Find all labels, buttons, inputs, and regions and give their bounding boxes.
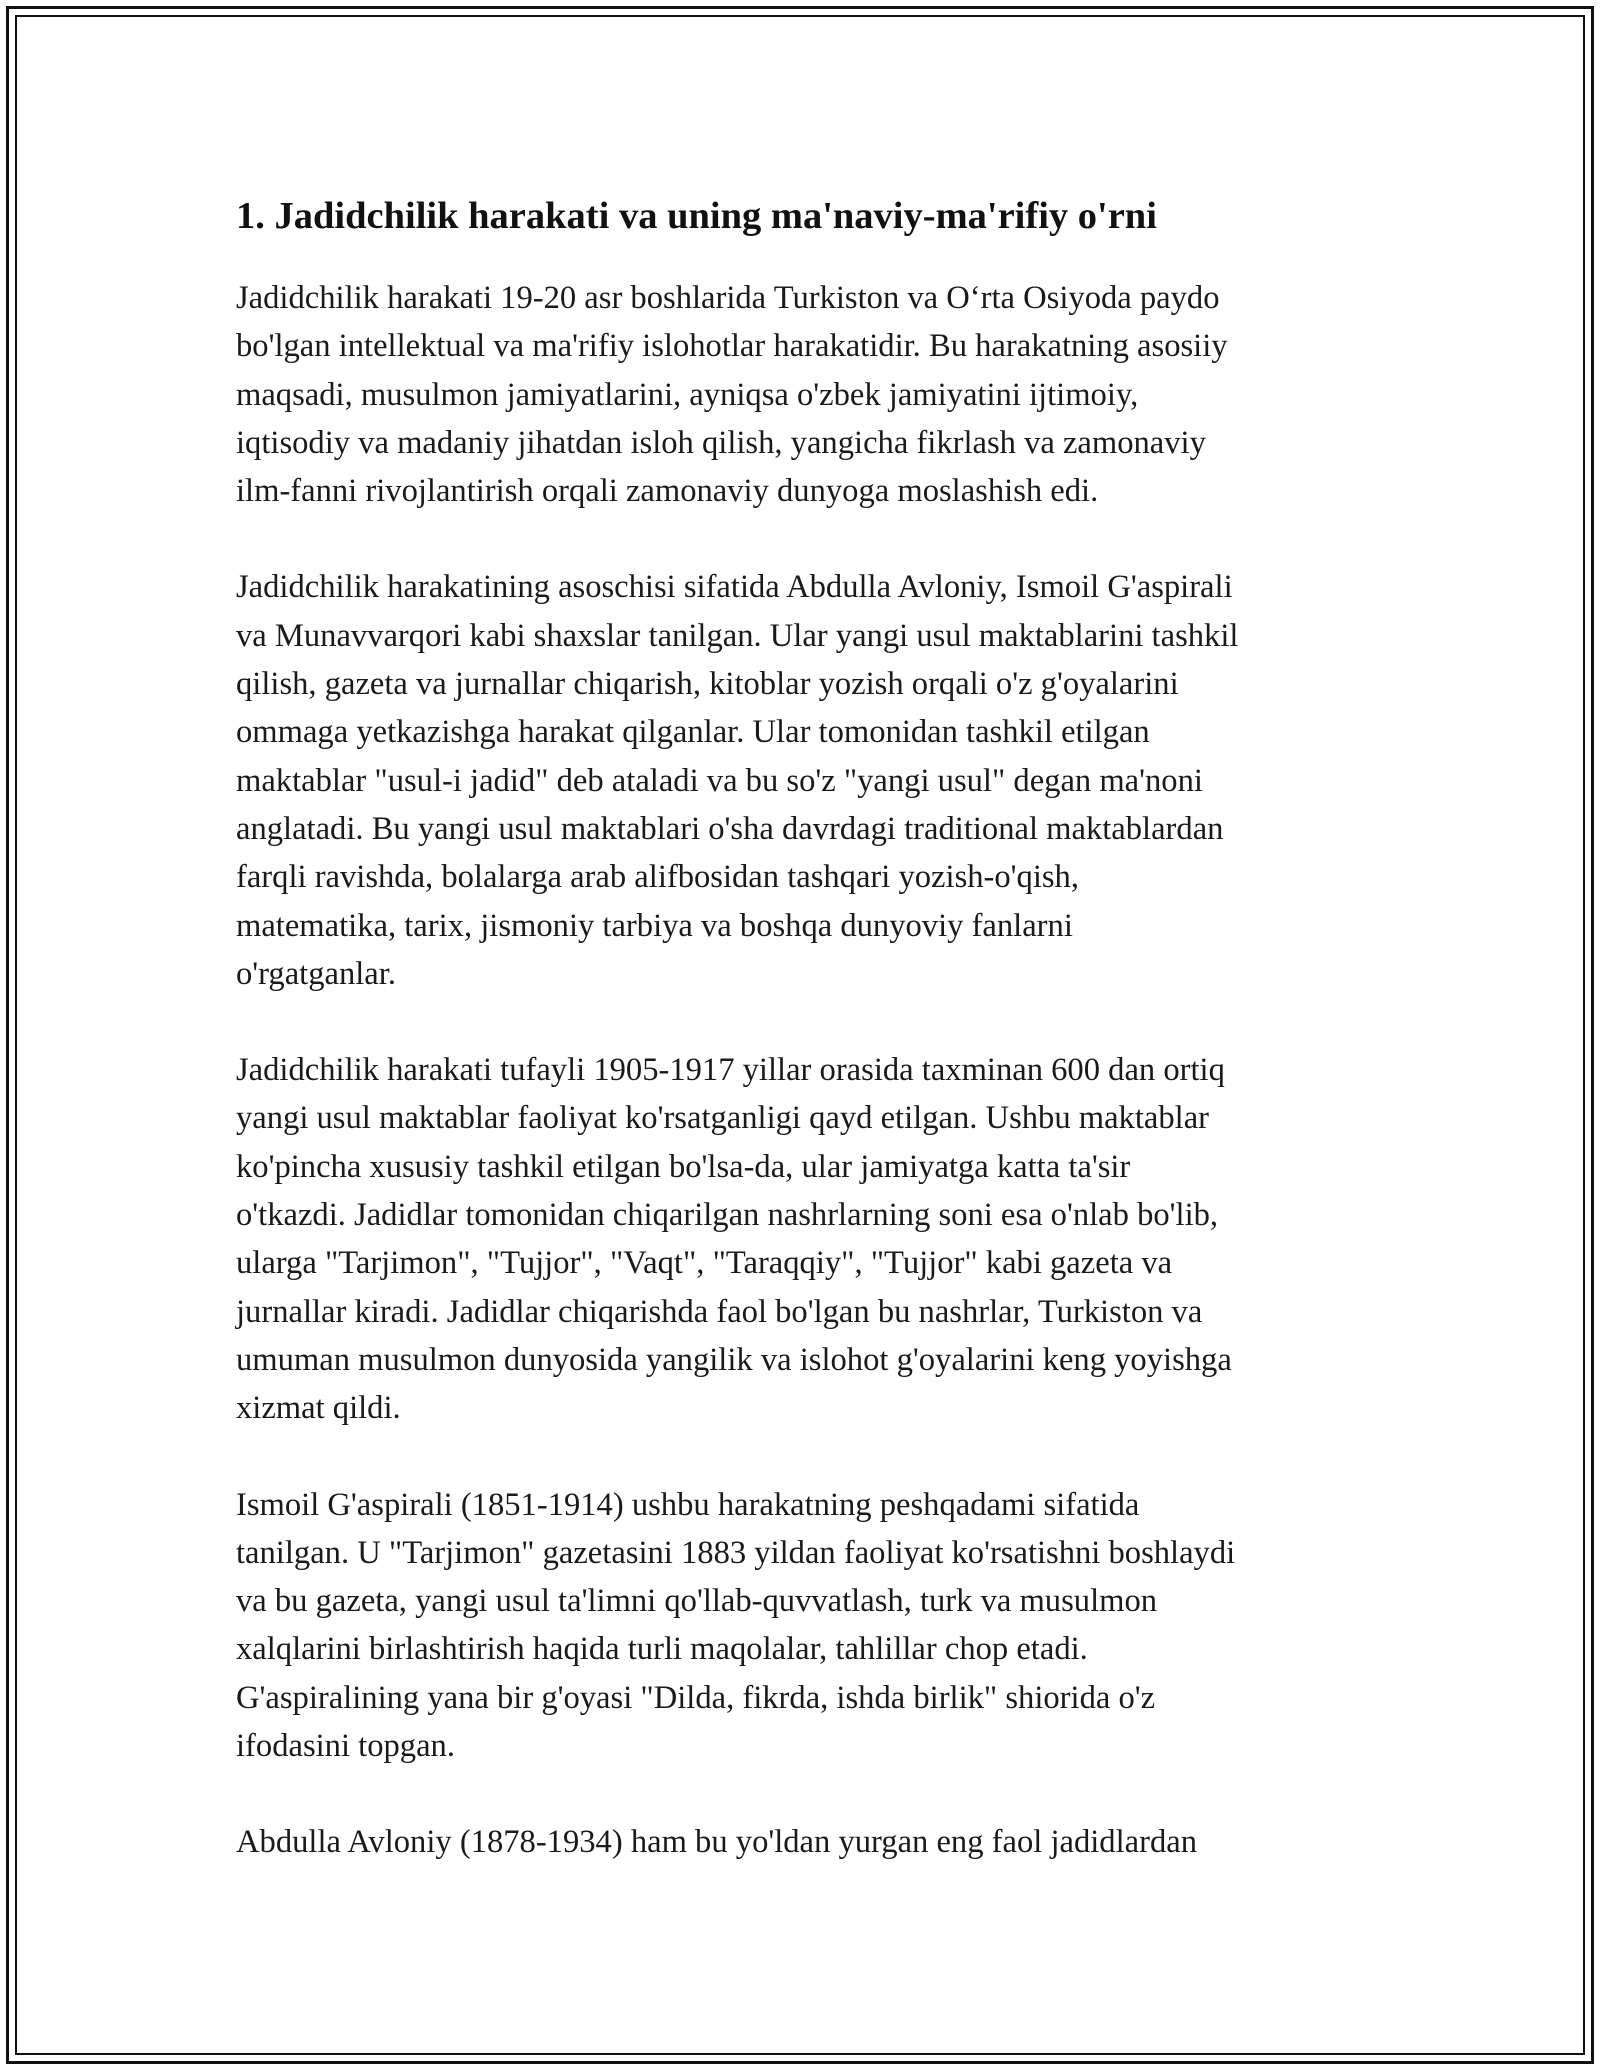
text-line: ko'pincha xususiy tashkil etilgan bo'lsa-da, ular jamiyatga katta ta'sir bbox=[236, 1148, 1131, 1185]
paragraph-1 bbox=[236, 274, 1396, 515]
text-line: iqtisodiy va madaniy jihatdan isloh qilish, yangicha fikrlash va zamonaviy bbox=[236, 424, 1206, 461]
text-line: jurnallar kiradi. Jadidlar chiqarishda faol bo'lgan bu nashrlar, Turkiston va bbox=[236, 1293, 1203, 1330]
text-line: Jadidchilik harakati 19-20 asr boshlarida Turkiston va O‘rta Osiyoda paydo bbox=[236, 280, 1220, 316]
document-title: 1. Jadidchilik harakati va uning ma'naviy-ma'rifiy o'rni bbox=[236, 195, 1157, 237]
text-line: o'tkazdi. Jadidlar tomonidan chiqarilgan nashrlarning soni esa o'nlab bo'lib, bbox=[236, 1197, 1219, 1234]
text-line: xalqlarini birlashtirish haqida turli maqolalar, tahlillar chop etadi. bbox=[236, 1631, 1088, 1668]
text-line: va bu gazeta, yangi usul ta'limni qo'llab-quvvatlash, turk va musulmon bbox=[236, 1583, 1158, 1620]
text-line: bo'lgan intellektual va ma'rifiy islohotlar harakatidir. Bu harakatning asosiiy bbox=[236, 328, 1228, 365]
paragraph-2 bbox=[236, 563, 1396, 998]
text-line: Jadidchilik harakatining asoschisi sifatida Abdulla Avloniy, Ismoil G'aspirali bbox=[236, 569, 1233, 606]
text-line: G'aspiralining yana bir g'oyasi "Dilda, fikrda, ishda birlik" shiorida o'z bbox=[236, 1679, 1156, 1716]
paragraph-4 bbox=[236, 1481, 1396, 1771]
text-line: ilm-fanni rivojlantirish orqali zamonaviy dunyoga moslashish edi. bbox=[236, 473, 1099, 510]
text-line: Ismoil G'aspirali (1851-1914) ushbu harakatning peshqadami sifatida bbox=[236, 1486, 1140, 1523]
paragraph-3 bbox=[236, 1046, 1396, 1432]
text-line: ommaga yetkazishga harakat qilganlar. Ular tomonidan tashkil etilgan bbox=[236, 714, 1150, 751]
paragraph-5 bbox=[236, 1818, 1396, 1866]
text-line: maktablar "usul-i jadid" deb ataladi va bu so'z "yangi usul" degan ma'noni bbox=[236, 762, 1203, 799]
text-line: anglatadi. Bu yangi usul maktablari o'sha davrdagi traditional maktablardan bbox=[236, 810, 1224, 847]
text-line: maqsadi, musulmon jamiyatlarini, ayniqsa o'zbek jamiyatini ijtimoiy, bbox=[236, 376, 1139, 413]
text-line: yangi usul maktablar faoliyat ko'rsatganligi qayd etilgan. Ushbu maktablar bbox=[236, 1100, 1210, 1137]
text-line: ifodasini topgan. bbox=[236, 1728, 455, 1765]
text-line: tanilgan. U "Tarjimon" gazetasini 1883 yildan faoliyat ko'rsatishni boshlaydi bbox=[236, 1534, 1236, 1571]
text-line: Jadidchilik harakati tufayli 1905-1917 yillar orasida taxminan 600 dan ortiq bbox=[236, 1052, 1225, 1089]
text-line: xizmat qildi. bbox=[236, 1390, 401, 1427]
text-line: o'rgatganlar. bbox=[236, 955, 396, 992]
text-line: qilish, gazeta va jurnallar chiqarish, kitoblar yozish orqali o'z g'oyalarini bbox=[236, 666, 1179, 703]
text-line: farqli ravishda, bolalarga arab alifbosidan tashqari yozish-o'qish, bbox=[236, 859, 1079, 896]
text-line: umuman musulmon dunyosida yangilik va islohot g'oyalarini keng yoyishga bbox=[236, 1341, 1232, 1378]
text-line: Abdulla Avloniy (1878-1934) ham bu yo'ldan yurgan eng faol jadidlardan bbox=[236, 1824, 1197, 1861]
text-line: matematika, tarix, jismoniy tarbiya va boshqa dunyoviy fanlarni bbox=[236, 907, 1073, 944]
text-line: va Munavvarqori kabi shaxslar tanilgan. Ular yangi usul maktablarini tashkil bbox=[236, 617, 1239, 654]
text-line: ularga "Tarjimon", "Tujjor", "Vaqt", "Taraqqiy", "Tujjor" kabi gazeta va bbox=[236, 1245, 1173, 1282]
document-body bbox=[236, 188, 1396, 1915]
